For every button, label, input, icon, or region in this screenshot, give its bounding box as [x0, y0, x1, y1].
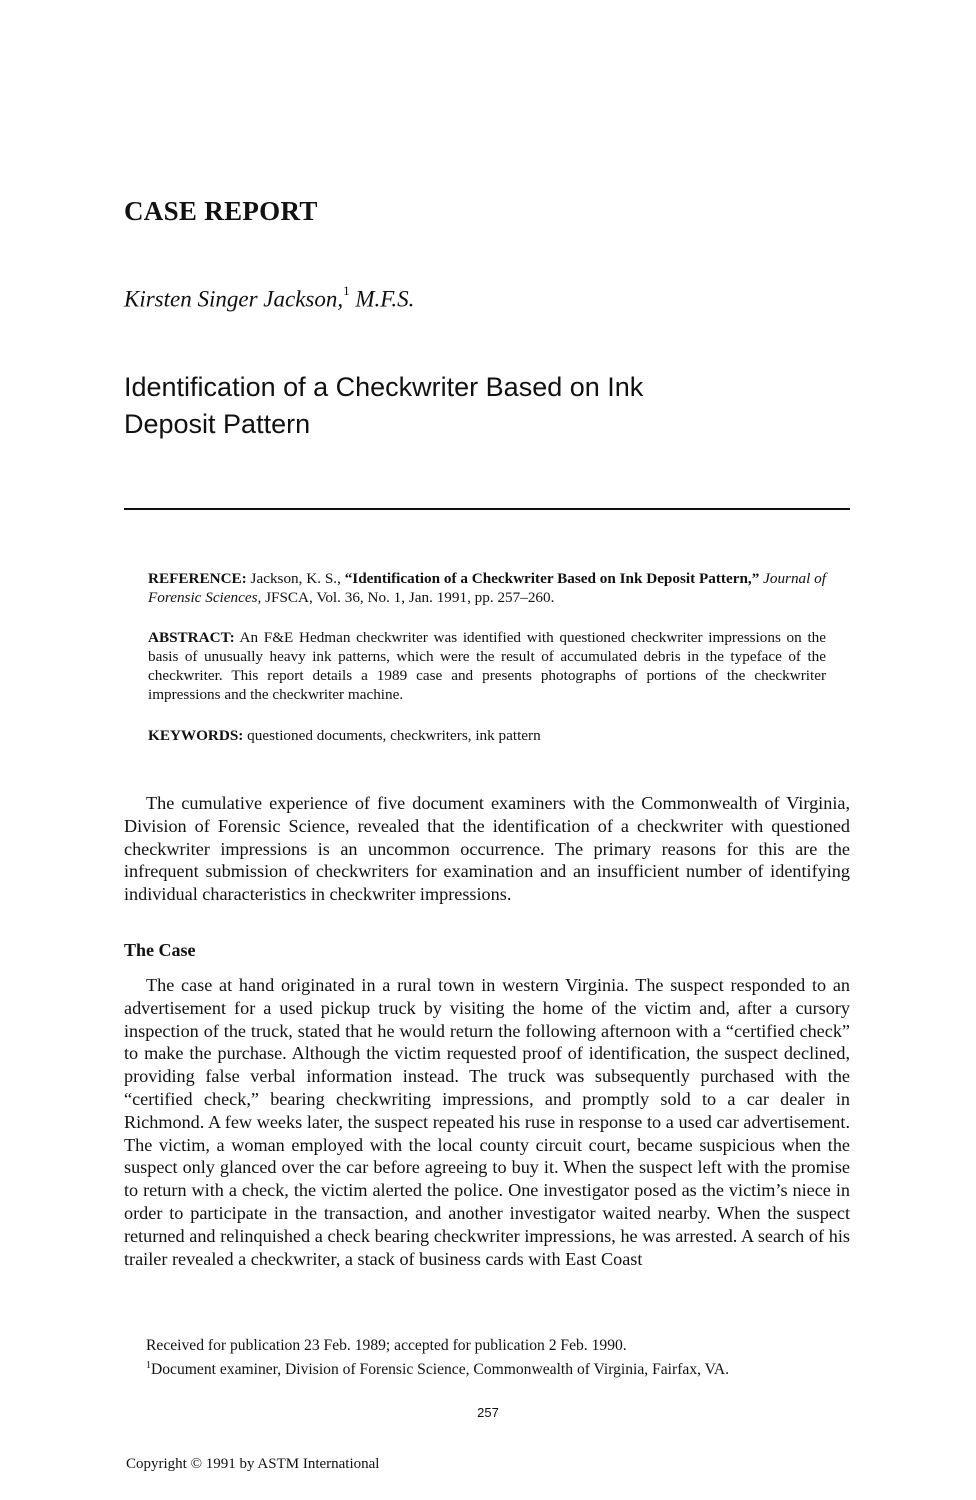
title-line-1: Identification of a Checkwriter Based on Ink	[124, 372, 644, 402]
intro-paragraph: The cumulative experience of five document examiners with the Commonwealth of Virginia, Division of Forensic Science, revealed that the identification of a checkwriter with questioned checkwriter impressions is an uncommon occurrence. The primary reasons for this are the infrequent submission of checkwriters for examination and an insufficient number of identifying individual characteristics in checkwriter impressions.	[124, 793, 850, 905]
abstract-block	[148, 628, 826, 704]
section-label: CASE REPORT	[124, 196, 318, 226]
title-line-2: Deposit Pattern	[124, 409, 311, 439]
affiliation-text: Document examiner, Division of Forensic Science, Commonwealth of Virginia, Fairfax, VA.	[151, 1361, 730, 1379]
case-section	[124, 974, 850, 1270]
intro-section	[124, 792, 850, 906]
keywords-label: KEYWORDS:	[148, 727, 244, 744]
title-divider	[124, 508, 850, 510]
author-name: Kirsten Singer Jackson,	[124, 286, 344, 312]
case-heading: The Case	[124, 940, 196, 960]
keywords-block	[148, 726, 826, 745]
author-line	[124, 283, 415, 313]
case-paragraph: The case at hand originated in a rural town in western Virginia. The suspect responded to an advertisement for a used pickup truck by visiting the home of the victim and, after a cursory inspection of the truck, stated that he would return the following afternoon with a “certified check” to make the purchase. Although the victim requested proof of identification, the suspect declined, providing false verbal information instead. The truck was subsequently purchased with the “certified check,” bearing checkwriting impressions, and promptly sold to a car dealer in Richmond. A few weeks later, the suspect repeated his ruse in response to a used car advertisement. The victim, a woman employed with the local county circuit court, became suspicious when the suspect only glanced over the car before agreeing to buy it. When the suspect left with the promise to return with a check, the victim alerted the police. One investigator posed as the victim’s niece in order to participate in the transaction, and another investigator waited nearby. When the suspect returned and relinquished a check bearing checkwriter impressions, he was arrested. A search of his trailer revealed a checkwriter, a stack of business cards with East Coast	[124, 975, 850, 1269]
author-degree: M.F.S.	[349, 286, 415, 312]
author-footnote-mark: 1	[343, 283, 350, 298]
received-note: Received for publication 23 Feb. 1989; accepted for publication 2 Feb. 1990.	[146, 1337, 627, 1354]
reference-journal: Journal of Forensic Sciences,	[148, 570, 826, 606]
reference-authors: Jackson, K. S.,	[246, 570, 345, 587]
affiliation-footnote-mark: 1	[146, 1360, 151, 1371]
footnotes	[146, 1336, 850, 1380]
reference-block	[148, 569, 826, 607]
affiliation-note	[146, 1356, 850, 1380]
reference-label: REFERENCE:	[148, 570, 247, 587]
page-number: 257	[477, 1405, 499, 1420]
reference-details: JFSCA, Vol. 36, No. 1, Jan. 1991, pp. 257–260.	[261, 589, 555, 606]
abstract-label: ABSTRACT:	[148, 629, 235, 646]
keywords-text: questioned documents, checkwriters, ink pattern	[243, 727, 541, 744]
article-title	[124, 369, 764, 443]
reference-article-title: “Identification of a Checkwriter Based on Ink Deposit Pattern,”	[344, 570, 760, 587]
copyright-notice: Copyright © 1991 by ASTM International	[126, 1456, 380, 1472]
abstract-text: An F&E Hedman checkwriter was identified with questioned checkwriter impressions on the basis of unusually heavy ink patterns, which were the result of accumulated debris in the typeface of the checkwriter. This report details a 1989 case and presents photographs of portions of the checkwriter impressions and the checkwriter machine.	[148, 629, 826, 703]
